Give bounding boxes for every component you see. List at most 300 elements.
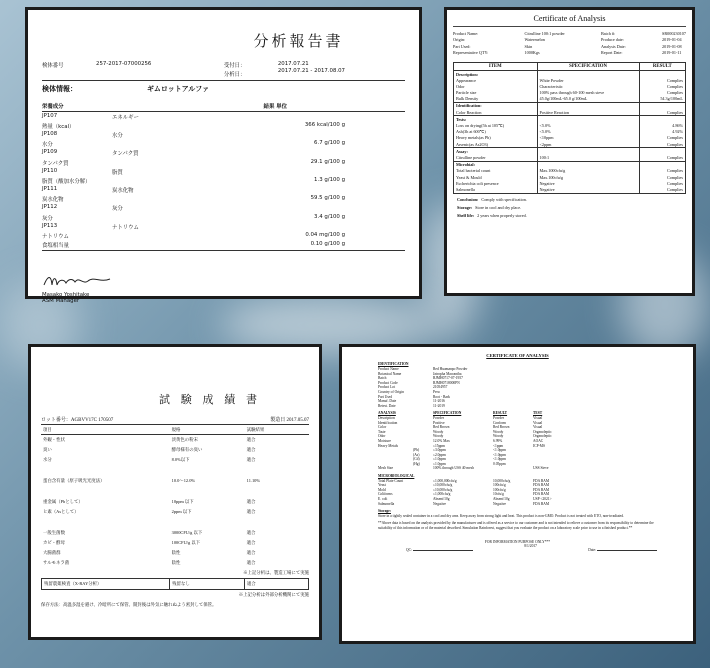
section-heading: IDENTIFICATION [378, 362, 409, 366]
result-cell [639, 148, 685, 155]
info-label: Report Date: [601, 49, 623, 55]
analysis-cell: Color [378, 425, 387, 430]
result-cell: Complies [639, 174, 685, 180]
table-row [42, 241, 405, 251]
disclaimer-text: **Above data is based on the analysis provided by the manufacturer and is offered as a service to our customer and is not intended to relieve a customer from its responsibility to determine the suitability of this information or of the material described. Simulation Rainforest, suggest that you evaluate the product on a laboratory scale prior to use in a finished product.** [378, 521, 654, 530]
spec-cell: 8.0%以下 [171, 457, 190, 462]
spec-cell [537, 148, 639, 155]
section-row [454, 70, 686, 77]
item-cell: Microbial: [454, 161, 538, 168]
analysis-cell: Taste [378, 429, 386, 434]
analysis-cell: Red Brown [493, 425, 510, 430]
table-row [41, 476, 309, 486]
row-code: JP108 [42, 130, 58, 137]
item-cell: Particle size [454, 90, 538, 96]
ident-value: Jatropha Macrantha [433, 371, 462, 376]
analysis-cell: Conform [493, 420, 506, 425]
table-row [42, 231, 405, 240]
manufacture-date: 製造日 2017.05.07 [270, 418, 309, 423]
item-cell: サルモネラ菌 [43, 560, 70, 565]
row-value [295, 112, 405, 121]
spacer-row [41, 517, 309, 528]
table-row [42, 186, 405, 195]
table-row [41, 538, 309, 548]
table-row [42, 158, 405, 167]
ident-label: Botanical Name [378, 371, 402, 376]
microbiological-list [378, 479, 685, 507]
result-cell: 適合 [246, 437, 256, 442]
spec-cell: 3000CFU/g 以下 [171, 530, 203, 535]
table-row [42, 121, 405, 130]
table-row [42, 112, 405, 121]
spec-cell: Max.1000cfu/g [537, 168, 639, 174]
column-header: 試験結果 [245, 425, 309, 435]
table-row [42, 140, 405, 149]
analysis-cell: ≤1.0ppm [433, 461, 446, 466]
column-header: RESULT [639, 62, 685, 70]
date-label: Date: [588, 548, 597, 553]
item-cell: Heavy metals(as Pb) [454, 135, 538, 141]
analysis-cell: Positive [433, 420, 445, 425]
sample-info [42, 81, 405, 101]
column-header: ITEM [454, 62, 538, 70]
result-cell: Complies [639, 109, 685, 116]
pesticide-item: 残留農薬検査（X-RAY分析） [42, 579, 170, 590]
micro-cell: USP <2021> [533, 496, 552, 501]
table-row [42, 204, 405, 213]
row-value [295, 186, 405, 195]
result-cell: Complies [639, 186, 685, 193]
row-value [295, 130, 405, 139]
qc-label: QC: [406, 548, 412, 553]
lot-line [41, 416, 309, 425]
analysis-cell: Description [378, 415, 395, 420]
ident-label: Country of Origin [378, 389, 404, 394]
ident-value: 11-2016 [433, 399, 445, 404]
analysis-cell: Organoleptic [533, 434, 552, 439]
info-label: Product Name: [453, 31, 479, 37]
row-name: 灰分 [112, 206, 123, 213]
row-value: 59.5 g/100 g [310, 195, 345, 202]
row-code: 炭水化物 [42, 197, 64, 204]
micro-cell: 100cfu/g [493, 487, 506, 492]
spacer-row [41, 465, 309, 476]
sample-number: 257-2017-07000256 [96, 61, 152, 67]
row-name: 炭水化物 [112, 188, 134, 195]
analysis-cell: ≤3.0ppm [433, 448, 446, 453]
meta-label: 受付日： [223, 63, 246, 69]
analysis-cell: Odor [378, 434, 386, 439]
analysis-cell: <1.0ppm [493, 452, 506, 457]
section-row [454, 116, 686, 123]
analysis-cell: (Pb) [413, 448, 420, 453]
info-label: Representative QTY: [453, 49, 489, 55]
qc-line [413, 550, 473, 551]
coa-footer [453, 197, 686, 218]
analysis-cell: Visual [533, 425, 543, 430]
identification-list [378, 367, 685, 408]
result-cell: Complies [639, 135, 685, 141]
item-cell: Color Reaction [454, 109, 538, 116]
analysis-cell: Woody [493, 434, 504, 439]
result-cell: 11.10% [246, 478, 261, 483]
item-cell: Yeast & Mould [454, 174, 538, 180]
micro-cell: Absent/10g [493, 496, 510, 501]
item-cell: Odor [454, 83, 538, 89]
micro-cell: FDA BAM [533, 478, 550, 483]
shelf-life-label: Shelf life: [457, 212, 475, 218]
information-notice: FOR INFORMATION PURPOSE ONLY*** [484, 540, 551, 545]
info-value: Watermelon [524, 37, 545, 43]
qc-signoff [406, 544, 657, 553]
item-cell: Loss on drying(5h at 105℃) [454, 122, 538, 128]
spec-cell: Negative [537, 186, 639, 193]
analysis-list [378, 416, 685, 471]
row-name [112, 176, 295, 185]
row-code: JP110 [42, 167, 58, 174]
section-heading: MICROBIOLOGICAL [378, 473, 415, 478]
meta-label: 分析日： [223, 72, 246, 78]
column-header: RESULT [493, 411, 508, 416]
analysis-cell: AOAC [533, 438, 544, 443]
meta-label: 検体番号 [42, 63, 64, 69]
result-cell: 適合 [246, 499, 256, 504]
spacer-cell [41, 465, 309, 476]
spec-cell: <5.0% [537, 122, 639, 128]
row-code: JP107 [42, 112, 58, 119]
signer-title: ASM Manager [42, 297, 80, 304]
report-meta [42, 61, 405, 81]
row-code: 水分 [42, 142, 53, 149]
column-header: 結果 単位 [263, 104, 287, 110]
info-label: Part Used: [453, 43, 471, 49]
row-name: ナトリウム [112, 224, 139, 231]
row-code: JP109 [42, 149, 58, 156]
analysis-cell: Organoleptic [533, 429, 552, 434]
ident-label: Manuf. Date [378, 399, 397, 404]
product-info [453, 30, 686, 56]
sample-info-label: 検体情報： [42, 85, 77, 93]
analysis-cell: Visual [533, 420, 543, 425]
table-row [454, 109, 686, 116]
row-code: JP112 [42, 204, 58, 211]
row-name: エネルギー [112, 114, 139, 121]
micro-cell: Absent/10g [433, 496, 450, 501]
table-row [42, 167, 405, 176]
spec-cell: 45.0g/100mL-65.0 g/100mL [537, 96, 639, 103]
date-line [597, 550, 657, 551]
table-row [41, 435, 309, 446]
table-row [454, 186, 686, 193]
analysis-report-document [25, 7, 422, 304]
row-code: JP111 [42, 186, 58, 193]
info-value: Skin [524, 43, 533, 49]
signature-block [42, 273, 405, 304]
item-cell: 一般生菌数 [43, 530, 65, 535]
row-name [112, 231, 295, 240]
micro-cell: ≤1,000,000cfu/g [433, 478, 457, 483]
analysis-cell: Visual [533, 415, 543, 420]
spec-cell: <2ppm [537, 141, 639, 148]
spec-cell: <10ppm [537, 135, 639, 141]
table-row [42, 130, 405, 139]
pesticide-result: 適合 [244, 579, 308, 590]
signoff-date: 8/1/2017 [524, 544, 537, 549]
analysis-cell: (Hg) [413, 461, 420, 466]
row-code: 食塩相当量 [42, 243, 69, 250]
lot-number: ロット番号：AGBVV17C 170507 [41, 418, 114, 423]
row-value: 6.7 g/100 g [314, 140, 345, 147]
item-cell: Bulk Density [454, 96, 538, 103]
analysis-cell: Powder [433, 415, 444, 420]
result-cell [639, 102, 685, 109]
micro-cell: FDA BAM [533, 487, 550, 492]
analysis-cell [413, 466, 433, 471]
table-row [454, 154, 686, 161]
signature-scribble [42, 273, 112, 289]
analysis-cell: 6.99% [493, 438, 503, 443]
analysis-date: 2017.07.21 - 2017.08.07 [277, 68, 345, 74]
shelf-life-text: 2 years when properly stored. [477, 212, 527, 218]
info-label: Batch #: [601, 31, 616, 37]
row-name [112, 140, 295, 149]
pesticide-table [41, 578, 309, 590]
spacer-cell [41, 517, 309, 528]
analysis-cell: <1ppm [493, 443, 504, 448]
analysis-cell: Powder [493, 415, 504, 420]
table-row [41, 558, 309, 568]
micro-cell: 100cfu/g [493, 483, 506, 488]
spec-cell [537, 116, 639, 123]
result-cell: Complies [639, 168, 685, 174]
ident-label: Product Name [378, 367, 399, 371]
storage-text: 保存方法：高温多湿を避け、冷暗所にて保管。開封後は外気に触れぬよう密封して保管。 [41, 602, 217, 607]
micro-cell: FDA BAM [533, 501, 550, 506]
ident-label: Retest. Date [378, 403, 396, 408]
row-code: JP113 [42, 222, 58, 229]
storage-text: Store in a tightly sealed container in a cool and dry area. Keep away from strong light and heat. This product is non-GMO. Product is not treated with ETO, non-irradiated. [378, 513, 624, 518]
section-row [454, 102, 686, 109]
row-name [112, 158, 295, 167]
result-cell [639, 116, 685, 123]
row-name: 脂質 [112, 169, 123, 176]
ident-value: RJMH0717-07-1957 [433, 376, 463, 381]
ident-label: Product Code [378, 380, 398, 385]
micro-cell: Negative [433, 501, 446, 506]
table-row [41, 507, 309, 517]
analysis-cell: ICP-MS [533, 443, 545, 448]
row-value: 0.04 mg/100 g [305, 232, 345, 239]
table-row [42, 195, 405, 204]
analysis-cell: Red Brown [433, 425, 450, 430]
table-row [41, 455, 309, 465]
info-value: 1000Kgs [524, 49, 540, 55]
received-date: 2017.07.21 [277, 61, 309, 67]
item-cell: Escherichia coli presence [454, 180, 538, 186]
table-row [41, 548, 309, 558]
info-value: Citrulline 100:1 powder [524, 31, 565, 37]
ident-value: 11-2019 [433, 403, 445, 408]
analysis-cell: ≤1.0ppm [433, 457, 446, 462]
spec-cell: Characteristic [537, 83, 639, 89]
row-code: 灰分 [42, 215, 53, 222]
analysis-cell: (As) [413, 452, 420, 457]
result-cell: Complies [639, 83, 685, 89]
row-code: ナトリウム [42, 234, 69, 241]
table-row [41, 445, 309, 455]
table-row [41, 497, 309, 507]
spec-cell: 淡黄色の粉末 [171, 437, 198, 442]
conclusion-label: Conclusion: [457, 196, 479, 202]
column-header: SPECIFICATION [537, 62, 639, 70]
result-cell: Complies [639, 90, 685, 96]
analysis-cell: <1.0ppm [493, 448, 506, 453]
micro-cell: FDA BAM [533, 483, 550, 488]
doc-title: 試 験 成 績 書 [159, 394, 261, 406]
item-cell: Total bacterial count [454, 168, 538, 174]
spec-cell [537, 70, 639, 77]
micro-cell: ≤10,000cfu/g [433, 487, 453, 492]
analysis-cell: 0.05ppm [493, 461, 506, 466]
column-header: SPECIFICATION [433, 411, 462, 416]
spec-cell [537, 161, 639, 168]
micro-cell: Coliforms [378, 492, 393, 497]
ident-value: 21054957 [433, 385, 448, 390]
result-cell: 適合 [246, 530, 256, 535]
spec-cell: 100:1 [537, 154, 639, 161]
info-label: Analysis Date: [601, 43, 626, 49]
ident-value: Red Huamanpo Powder [433, 367, 468, 371]
section-row [454, 148, 686, 155]
certificate-of-analysis-document [444, 7, 695, 296]
doc-title: CERTIFICATE OF ANALYSIS [486, 353, 549, 358]
spacer-row [41, 486, 309, 497]
row-value [295, 222, 405, 231]
row-name: タンパク質 [112, 151, 139, 158]
micro-cell: Total Plate Count [378, 478, 404, 483]
ident-label: Part Used [378, 394, 393, 399]
table-row [42, 213, 405, 222]
item-cell: Tests: [454, 116, 538, 123]
result-cell [639, 161, 685, 168]
analysis-cell: 12.0% Max [433, 438, 450, 443]
micro-cell: E. coli [378, 496, 388, 501]
result-cell: Complies [639, 180, 685, 186]
storage-text: Store in cool and dry place. [475, 204, 522, 210]
table-row [454, 96, 686, 103]
storage-label: Storage: [457, 204, 473, 210]
spec-cell [537, 102, 639, 109]
section-heading: Storage: [378, 508, 391, 513]
analysis-cell [493, 466, 533, 471]
table-row [42, 222, 405, 231]
analysis-cell: USS Sieve [533, 466, 549, 471]
analysis-cell: Mesh Size [378, 466, 394, 471]
column-header: TEST [533, 411, 543, 416]
spec-cell: 陰性 [171, 550, 181, 555]
row-name [112, 241, 295, 251]
ident-value: Peru [433, 389, 440, 394]
item-cell: 外観・性状 [43, 437, 65, 442]
info-value: 2019-01-04 [662, 37, 682, 43]
info-value: SR000230107 [662, 31, 686, 37]
column-header: 栄養成分 [42, 104, 64, 110]
spacer-cell [41, 486, 309, 497]
micro-cell: ≤10,000cfu/g [433, 483, 453, 488]
column-header: 項目 [41, 425, 170, 435]
doc-title: Certificate of Analysis [453, 14, 686, 27]
spec-cell: Max.100cfu/g [537, 174, 639, 180]
results-table [42, 112, 405, 251]
micro-cell: Mold [378, 487, 386, 492]
item-cell: 大腸菌群 [43, 550, 61, 555]
analysis-cell: <1.0ppm [493, 457, 506, 462]
conclusion-text: Comply with specification. [481, 196, 527, 202]
info-value: 2019-01-08 [662, 43, 682, 49]
result-cell: 適合 [246, 540, 256, 545]
micro-cell: FDA BAM [533, 492, 550, 497]
analysis-cell: 100% through USS 40 mesh [433, 466, 474, 471]
row-value: 0.10 g/100 g [310, 241, 345, 248]
analysis-cell: Heavy Metals [378, 443, 399, 448]
result-cell: 4.92% [639, 129, 685, 135]
spec-cell: White Powder [537, 77, 639, 83]
spec-cell: 10ppm 以下 [171, 499, 194, 504]
table-row [41, 528, 309, 538]
item-cell: 臭い [43, 447, 52, 452]
analysis-cell: Woody [433, 434, 444, 439]
analysis-cell: Identification [378, 420, 398, 425]
row-code: タンパク質 [42, 160, 69, 167]
row-value: 3.4 g/100 g [314, 213, 345, 220]
spec-table [453, 62, 686, 194]
doc-title: 分析報告書 [253, 34, 344, 50]
column-header: 規格 [170, 425, 245, 435]
item-cell: Ash(3h at 600℃) [454, 129, 538, 135]
item-cell: 重金属（Pbとして） [43, 499, 83, 504]
row-value: 29.1 g/100 g [310, 158, 345, 165]
row-code: 熱量（kcal） [42, 123, 75, 130]
row-code: 脂質（酸加水分解） [42, 178, 91, 185]
result-cell: Complies [639, 77, 685, 83]
result-cell: 4.86% [639, 122, 685, 128]
signer-name: Masako Yoshitake [42, 291, 90, 298]
ident-label: Product Lot [378, 385, 396, 390]
row-name [112, 195, 295, 204]
row-value: 1.3 g/100 g [314, 176, 345, 183]
micro-cell: ≤1,000cfu/g [433, 492, 451, 497]
analysis-note: ※上記分析は、製造工場にて実施 [243, 570, 309, 575]
section-row [454, 161, 686, 168]
item-cell: ヒ素（Asとして） [43, 509, 79, 514]
item-cell: Description: [454, 70, 538, 77]
spec-cell: Positive Reaction [537, 109, 639, 116]
row-value [295, 204, 405, 213]
item-cell: Identification: [454, 102, 538, 109]
item-cell: Arsenic(as As2O3) [454, 141, 538, 148]
table-row [42, 149, 405, 158]
spec-cell: 陰性 [171, 560, 181, 565]
result-cell: 適合 [246, 457, 256, 462]
row-name [112, 121, 295, 130]
table-row [454, 141, 686, 148]
spec-cell: 100% pass through 60-100 mesh sieve [537, 90, 639, 96]
item-cell: Citrulline powder [454, 154, 538, 161]
spec-cell: <5.0% [537, 129, 639, 135]
results-table-header [42, 101, 405, 112]
spec-cell: 2ppm 以下 [171, 509, 192, 514]
spec-cell: 100CFU/g 以下 [171, 540, 201, 545]
